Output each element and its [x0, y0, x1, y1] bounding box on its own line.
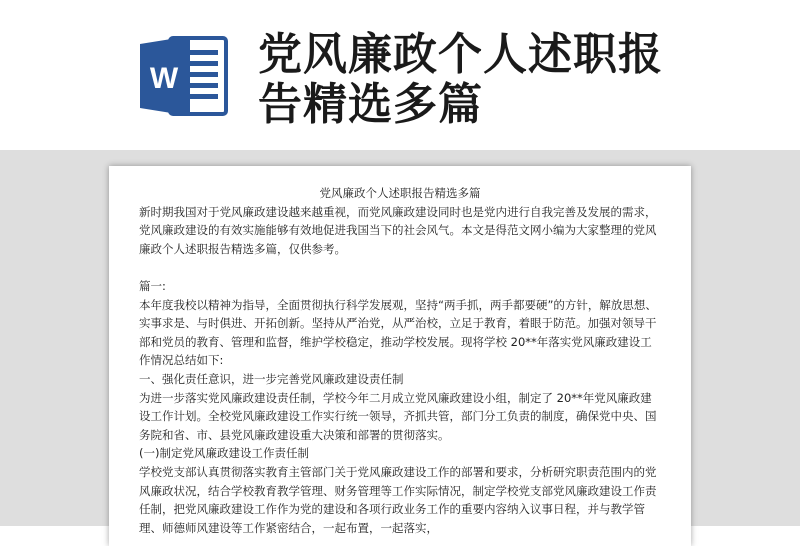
page-title: 党风廉政个人述职报告精选多篇 [258, 29, 663, 130]
document-paragraph: 篇一: [139, 278, 166, 293]
document-paragraph: 新时期我国对于党风廉政建设越来越重视，而党风廉政建设同时也是党内进行自我完善及发展的需求，党风廉政建设的有效实施能够有效地促进我国当下的社会风气。本文是得范文网小编为大家整理的党风廉政个人述职报告精选多篇，仅供参考。 [139, 204, 657, 256]
document-paragraph: 学校党支部认真贯彻落实教育主管部门关于党风廉政建设工作的部署和要求，分析研究职责范围内的党风廉政状况，结合学校教育教学管理、财务管理等工作实际情况，制定学校党支部党风廉政建设工作责任制，把党风廉政建设工作作为党的建设和各项行政业务工作的重要内容纳入议事日程，并与教学管理、师德师风建设等工作紧密结合，一起布置，一起落实， [139, 464, 657, 535]
document-paragraph: 本年度我校以精神为指导，全面贯彻执行科学发展观，坚持“两手抓，两手都要硬”的方针，解放思想、实事求是、与时俱进、开拓创新。坚持从严治党，从严治校，立足于教育，着眼于防范。加强对领导干部和党员的教育、管理和监督，维护学校稳定，推动学校发展。现将学校 20**年落实党风廉政建设工作情况总结如下: [139, 297, 657, 368]
document-page [109, 166, 691, 546]
document-paragraph: 一、强化责任意识，进一步完善党风廉政建设责任制 [139, 371, 404, 386]
word-document-icon [140, 34, 232, 118]
document-heading: 党风廉政个人述职报告精选多篇 [319, 186, 481, 200]
header-area [0, 0, 800, 150]
document-paragraph: 为进一步落实党风廉政建设责任制，学校今年二月成立党风廉政建设小组，制定了 20**年党风廉政建设工作计划。全校党风廉政建设工作实行统一领导，齐抓共管，部门分工负责的制度，确保党中央、国务院和省、市、县党风廉政建设重大决策和部署的贯彻落实。 [139, 390, 657, 442]
word-icon-letter: W [149, 62, 179, 95]
document-content [139, 184, 661, 537]
blank-line [139, 258, 661, 277]
document-paragraph: (一)制定党风廉政建设工作责任制 [139, 446, 309, 461]
